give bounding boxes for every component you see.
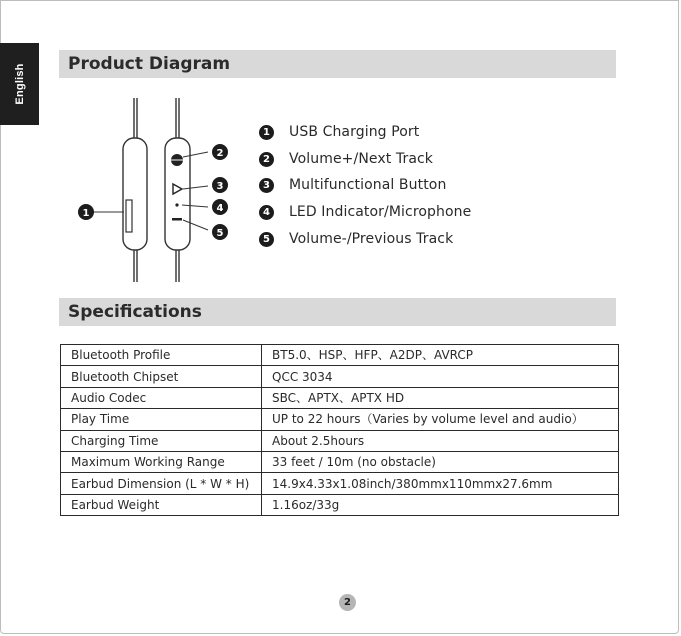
legend-number: 1 [259, 125, 274, 140]
specifications-header [59, 298, 616, 326]
spec-key: Maximum Working Range [61, 451, 262, 472]
callout-1 [78, 204, 94, 220]
table-row [61, 387, 619, 408]
product-diagram-title: Product Diagram [68, 54, 231, 74]
svg-text:1: 1 [82, 208, 90, 219]
spec-value: 1.16oz/33g [262, 494, 619, 515]
earphone-controls-diagram [60, 92, 260, 284]
language-tab-label: English [13, 63, 26, 105]
spec-value: 14.9x4.33x1.08inch/380mmx110mmx27.6mm [262, 473, 619, 494]
spec-value: BT5.0、HSP、HFP、A2DP、AVRCP [262, 345, 619, 366]
table-row [61, 494, 619, 515]
legend-number: 5 [259, 232, 274, 247]
language-tab [0, 43, 39, 125]
legend-number: 2 [259, 152, 274, 167]
table-row [61, 430, 619, 451]
svg-text:2: 2 [216, 148, 224, 159]
specifications-table [60, 344, 619, 516]
specifications-title: Specifications [68, 302, 202, 322]
callout-2 [212, 144, 228, 160]
product-diagram-header [59, 50, 616, 78]
spec-key: Play Time [61, 409, 262, 430]
volume-down-button-icon [172, 218, 182, 221]
table-row [61, 451, 619, 472]
table-row [61, 473, 619, 494]
svg-text:4: 4 [216, 203, 224, 214]
legend-label: Multifunctional Button [289, 177, 447, 193]
spec-value: SBC、APTX、APTX HD [262, 387, 619, 408]
spec-value: QCC 3034 [262, 366, 619, 387]
table-row [61, 345, 619, 366]
spec-key: Bluetooth Chipset [61, 366, 262, 387]
legend-label: USB Charging Port [289, 124, 420, 140]
spec-value: UP to 22 hours（Varies by volume level and audio） [262, 409, 619, 430]
table-row [61, 409, 619, 430]
legend-number: 4 [259, 205, 274, 220]
legend-label: Volume+/Next Track [289, 151, 434, 167]
spec-value: About 2.5hours [262, 430, 619, 451]
svg-text:3: 3 [216, 181, 224, 192]
spec-key: Charging Time [61, 430, 262, 451]
svg-text:5: 5 [216, 228, 224, 239]
callout-3 [212, 177, 228, 193]
spec-key: Bluetooth Profile [61, 345, 262, 366]
callout-5 [212, 224, 228, 240]
spec-key: Audio Codec [61, 387, 262, 408]
table-row [61, 366, 619, 387]
spec-key: Earbud Weight [61, 494, 262, 515]
spec-key: Earbud Dimension (L * W * H) [61, 473, 262, 494]
usb-charging-module [123, 138, 147, 250]
callout-4 [212, 199, 228, 215]
usb-port-slot [126, 200, 132, 232]
led-indicator-icon [175, 203, 178, 206]
legend-label: LED Indicator/Microphone [289, 204, 472, 220]
page-number-badge: 2 [339, 594, 356, 611]
legend-number: 3 [259, 178, 274, 193]
spec-value: 33 feet / 10m (no obstacle) [262, 451, 619, 472]
legend-label: Volume-/Previous Track [289, 231, 454, 247]
